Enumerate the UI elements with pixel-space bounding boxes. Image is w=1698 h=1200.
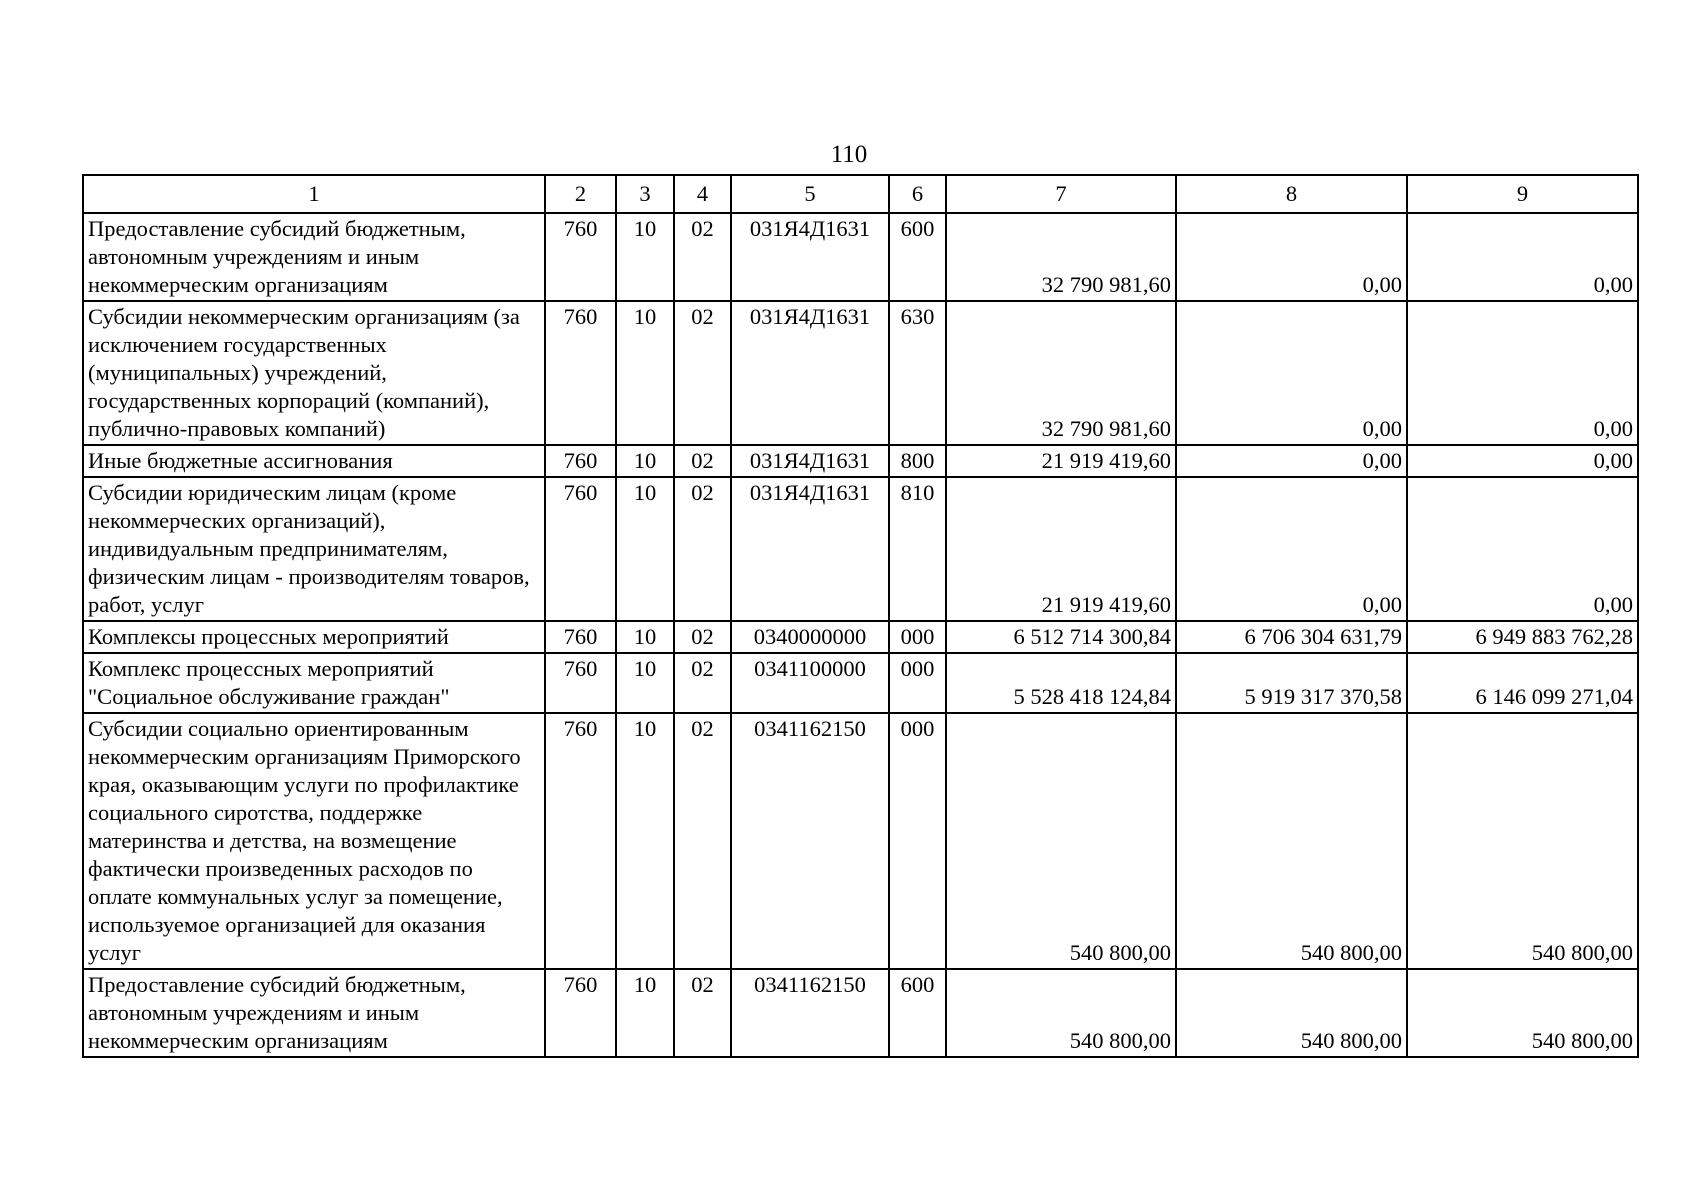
amount-col-8: 540 800,00 bbox=[1176, 713, 1407, 969]
expense-type-code: 810 bbox=[889, 477, 946, 621]
section-code: 10 bbox=[616, 445, 674, 477]
table-row bbox=[83, 445, 1638, 477]
amount-col-7: 540 800,00 bbox=[946, 969, 1176, 1057]
table-row bbox=[83, 213, 1638, 301]
amount-col-7: 21 919 419,60 bbox=[946, 445, 1176, 477]
amount-col-8: 0,00 bbox=[1176, 301, 1407, 445]
amount-col-7: 21 919 419,60 bbox=[946, 477, 1176, 621]
ministry-code: 760 bbox=[545, 213, 616, 301]
column-header-7: 7 bbox=[946, 175, 1176, 213]
table-row bbox=[83, 477, 1638, 621]
table-header-row bbox=[83, 175, 1638, 213]
section-code: 10 bbox=[616, 969, 674, 1057]
target-article-code: 0340000000 bbox=[731, 621, 889, 653]
table-row bbox=[83, 621, 1638, 653]
column-header-9: 9 bbox=[1407, 175, 1638, 213]
ministry-code: 760 bbox=[545, 621, 616, 653]
column-header-1: 1 bbox=[83, 175, 545, 213]
expense-type-code: 630 bbox=[889, 301, 946, 445]
column-header-8: 8 bbox=[1176, 175, 1407, 213]
subsection-code: 02 bbox=[674, 213, 731, 301]
amount-col-8: 0,00 bbox=[1176, 477, 1407, 621]
table-row bbox=[83, 653, 1638, 713]
table-row bbox=[83, 969, 1638, 1057]
target-article-code: 031Я4Д1631 bbox=[731, 477, 889, 621]
expense-type-code: 600 bbox=[889, 969, 946, 1057]
subsection-code: 02 bbox=[674, 445, 731, 477]
target-article-code: 0341162150 bbox=[731, 969, 889, 1057]
amount-col-9: 540 800,00 bbox=[1407, 713, 1638, 969]
amount-col-7: 32 790 981,60 bbox=[946, 213, 1176, 301]
amount-col-9: 0,00 bbox=[1407, 213, 1638, 301]
column-header-5: 5 bbox=[731, 175, 889, 213]
row-description: Предоставление субсидий бюджетным, автономным учреждениям и иным некоммерческим организациям bbox=[83, 969, 545, 1057]
expense-type-code: 000 bbox=[889, 621, 946, 653]
row-description: Предоставление субсидий бюджетным, автономным учреждениям и иным некоммерческим организациям bbox=[83, 213, 545, 301]
amount-col-9: 0,00 bbox=[1407, 301, 1638, 445]
subsection-code: 02 bbox=[674, 477, 731, 621]
target-article-code: 031Я4Д1631 bbox=[731, 445, 889, 477]
column-header-4: 4 bbox=[674, 175, 731, 213]
expense-type-code: 000 bbox=[889, 713, 946, 969]
subsection-code: 02 bbox=[674, 653, 731, 713]
amount-col-7: 32 790 981,60 bbox=[946, 301, 1176, 445]
amount-col-9: 0,00 bbox=[1407, 477, 1638, 621]
row-description: Субсидии социально ориентированным некоммерческим организациям Приморского края, оказывающим услуги по профилактике социального сиротства, поддержке материнства и детства, на возмещение фактически произведенных расходов по оплате коммунальных услуг за помещение, используемое организацией для оказания услуг bbox=[83, 713, 545, 969]
amount-col-9: 540 800,00 bbox=[1407, 969, 1638, 1057]
target-article-code: 031Я4Д1631 bbox=[731, 213, 889, 301]
section-code: 10 bbox=[616, 621, 674, 653]
amount-col-8: 540 800,00 bbox=[1176, 969, 1407, 1057]
amount-col-8: 5 919 317 370,58 bbox=[1176, 653, 1407, 713]
amount-col-8: 0,00 bbox=[1176, 213, 1407, 301]
subsection-code: 02 bbox=[674, 621, 731, 653]
amount-col-8: 0,00 bbox=[1176, 445, 1407, 477]
section-code: 10 bbox=[616, 653, 674, 713]
ministry-code: 760 bbox=[545, 713, 616, 969]
budget-table bbox=[82, 174, 1639, 1058]
ministry-code: 760 bbox=[545, 653, 616, 713]
amount-col-9: 6 146 099 271,04 bbox=[1407, 653, 1638, 713]
target-article-code: 0341162150 bbox=[731, 713, 889, 969]
row-description: Субсидии юридическим лицам (кроме некоммерческих организаций), индивидуальным предпринимателям, физическим лицам - производителям товаров, работ, услуг bbox=[83, 477, 545, 621]
target-article-code: 031Я4Д1631 bbox=[731, 301, 889, 445]
expense-type-code: 000 bbox=[889, 653, 946, 713]
ministry-code: 760 bbox=[545, 969, 616, 1057]
subsection-code: 02 bbox=[674, 713, 731, 969]
section-code: 10 bbox=[616, 213, 674, 301]
amount-col-9: 6 949 883 762,28 bbox=[1407, 621, 1638, 653]
amount-col-9: 0,00 bbox=[1407, 445, 1638, 477]
row-description: Субсидии некоммерческим организациям (за исключением государственных (муниципальных) учреждений, государственных корпораций (компаний), публично-правовых компаний) bbox=[83, 301, 545, 445]
row-description: Комплексы процессных мероприятий bbox=[83, 621, 545, 653]
section-code: 10 bbox=[616, 301, 674, 445]
table-row bbox=[83, 301, 1638, 445]
amount-col-8: 6 706 304 631,79 bbox=[1176, 621, 1407, 653]
column-header-2: 2 bbox=[545, 175, 616, 213]
section-code: 10 bbox=[616, 713, 674, 969]
section-code: 10 bbox=[616, 477, 674, 621]
amount-col-7: 6 512 714 300,84 bbox=[946, 621, 1176, 653]
column-header-6: 6 bbox=[889, 175, 946, 213]
table-row bbox=[83, 713, 1638, 969]
amount-col-7: 5 528 418 124,84 bbox=[946, 653, 1176, 713]
row-description: Комплекс процессных мероприятий "Социальное обслуживание граждан" bbox=[83, 653, 545, 713]
target-article-code: 0341100000 bbox=[731, 653, 889, 713]
row-description: Иные бюджетные ассигнования bbox=[83, 445, 545, 477]
subsection-code: 02 bbox=[674, 301, 731, 445]
ministry-code: 760 bbox=[545, 301, 616, 445]
ministry-code: 760 bbox=[545, 477, 616, 621]
ministry-code: 760 bbox=[545, 445, 616, 477]
column-header-3: 3 bbox=[616, 175, 674, 213]
page-number: 110 bbox=[830, 141, 868, 168]
expense-type-code: 600 bbox=[889, 213, 946, 301]
subsection-code: 02 bbox=[674, 969, 731, 1057]
expense-type-code: 800 bbox=[889, 445, 946, 477]
amount-col-7: 540 800,00 bbox=[946, 713, 1176, 969]
